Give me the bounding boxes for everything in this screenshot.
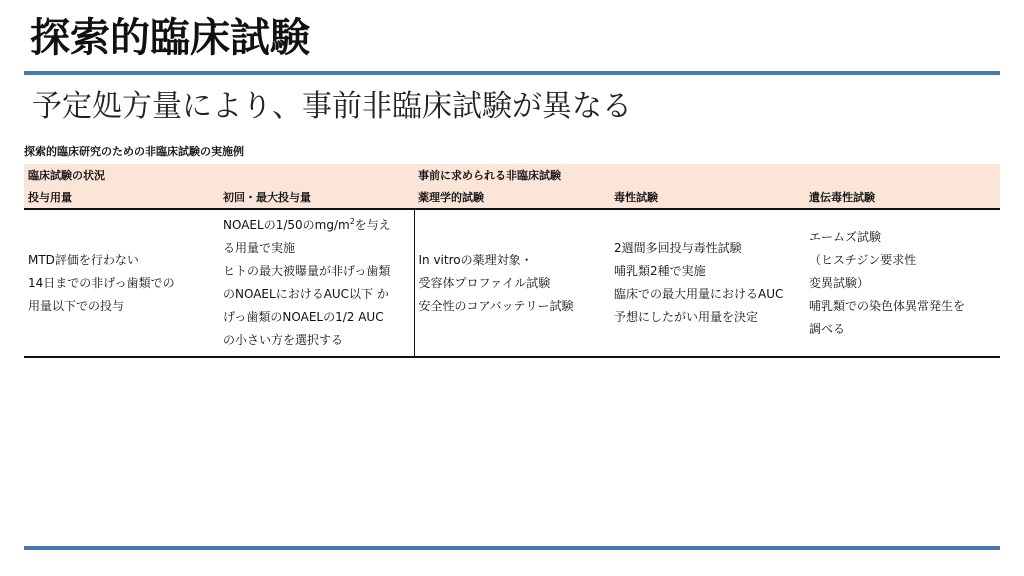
cell-line: の小さい方を選択する [223,333,344,347]
bottom-divider [24,546,1000,550]
cell-line: エームズ試験 [809,229,882,244]
cell-text: を与え [354,218,391,232]
cell-toxicity [610,209,805,357]
cell-line: のNOAELにおけるAUC以下 か [223,287,389,301]
top-divider [24,71,1000,75]
cell-line: 哺乳類2種で実施 [614,264,706,278]
cell-dose [24,209,219,357]
column-header-row [24,186,1000,209]
cell-line [223,214,410,237]
cell-initial-max [219,209,414,357]
table-caption: 探索的臨床研究のための非臨床試験の実施例 [24,145,244,158]
cell-line: げっ歯類のNOAELの1/2 AUC [223,310,384,324]
cell-line: 安全性のコアバッテリー試験 [418,298,574,313]
cell-line: 臨床での最大用量におけるAUC [614,287,784,301]
column-header-initial-max: 初回・最大投与量 [219,186,414,209]
cell-genotoxicity [805,209,1000,357]
cell-line: MTD評価を行わない [28,252,139,267]
cell-line: ヒトの最大被曝量が非げっ歯類 [223,264,391,278]
nonclinical-study-table [24,164,1000,358]
cell-text: NOAELの1/50のmg/m [223,218,350,232]
cell-line: 14日までの非げっ歯類での [28,275,175,290]
group-header-clinical: 臨床試験の状況 [24,164,414,186]
cell-line: 受容体プロファイル試験 [418,275,551,290]
group-header-row [24,164,1000,186]
column-header-toxicity: 毒性試験 [610,186,805,209]
column-header-pharmacology: 薬理学的試験 [414,186,610,209]
cell-line: る用量で実施 [223,241,296,255]
cell-line: In vitroの薬理対象・ [418,252,533,267]
cell-line: 予想にしたがい用量を決定 [614,310,759,324]
table-row [24,209,1000,357]
cell-line: 用量以下での投与 [28,298,125,313]
cell-line: 調べる [809,321,846,336]
cell-line: （ヒスチジン要求性 [809,252,917,267]
cell-line: 変異試験） [809,275,870,290]
column-header-dose: 投与用量 [24,186,219,209]
cell-line: 2週間多回投与毒性試験 [614,241,742,255]
group-header-nonclinical: 事前に求められる非臨床試験 [414,164,1000,186]
cell-line: 哺乳類での染色体異常発生を [809,298,966,313]
slide-title: 探索的臨床試験 [30,15,310,61]
slide-subtitle: 予定処方量により、事前非臨床試験が異なる [32,89,632,124]
superscript: 2 [349,217,355,226]
column-header-genotoxicity: 遺伝毒性試験 [805,186,1000,209]
cell-pharmacology [414,209,610,357]
